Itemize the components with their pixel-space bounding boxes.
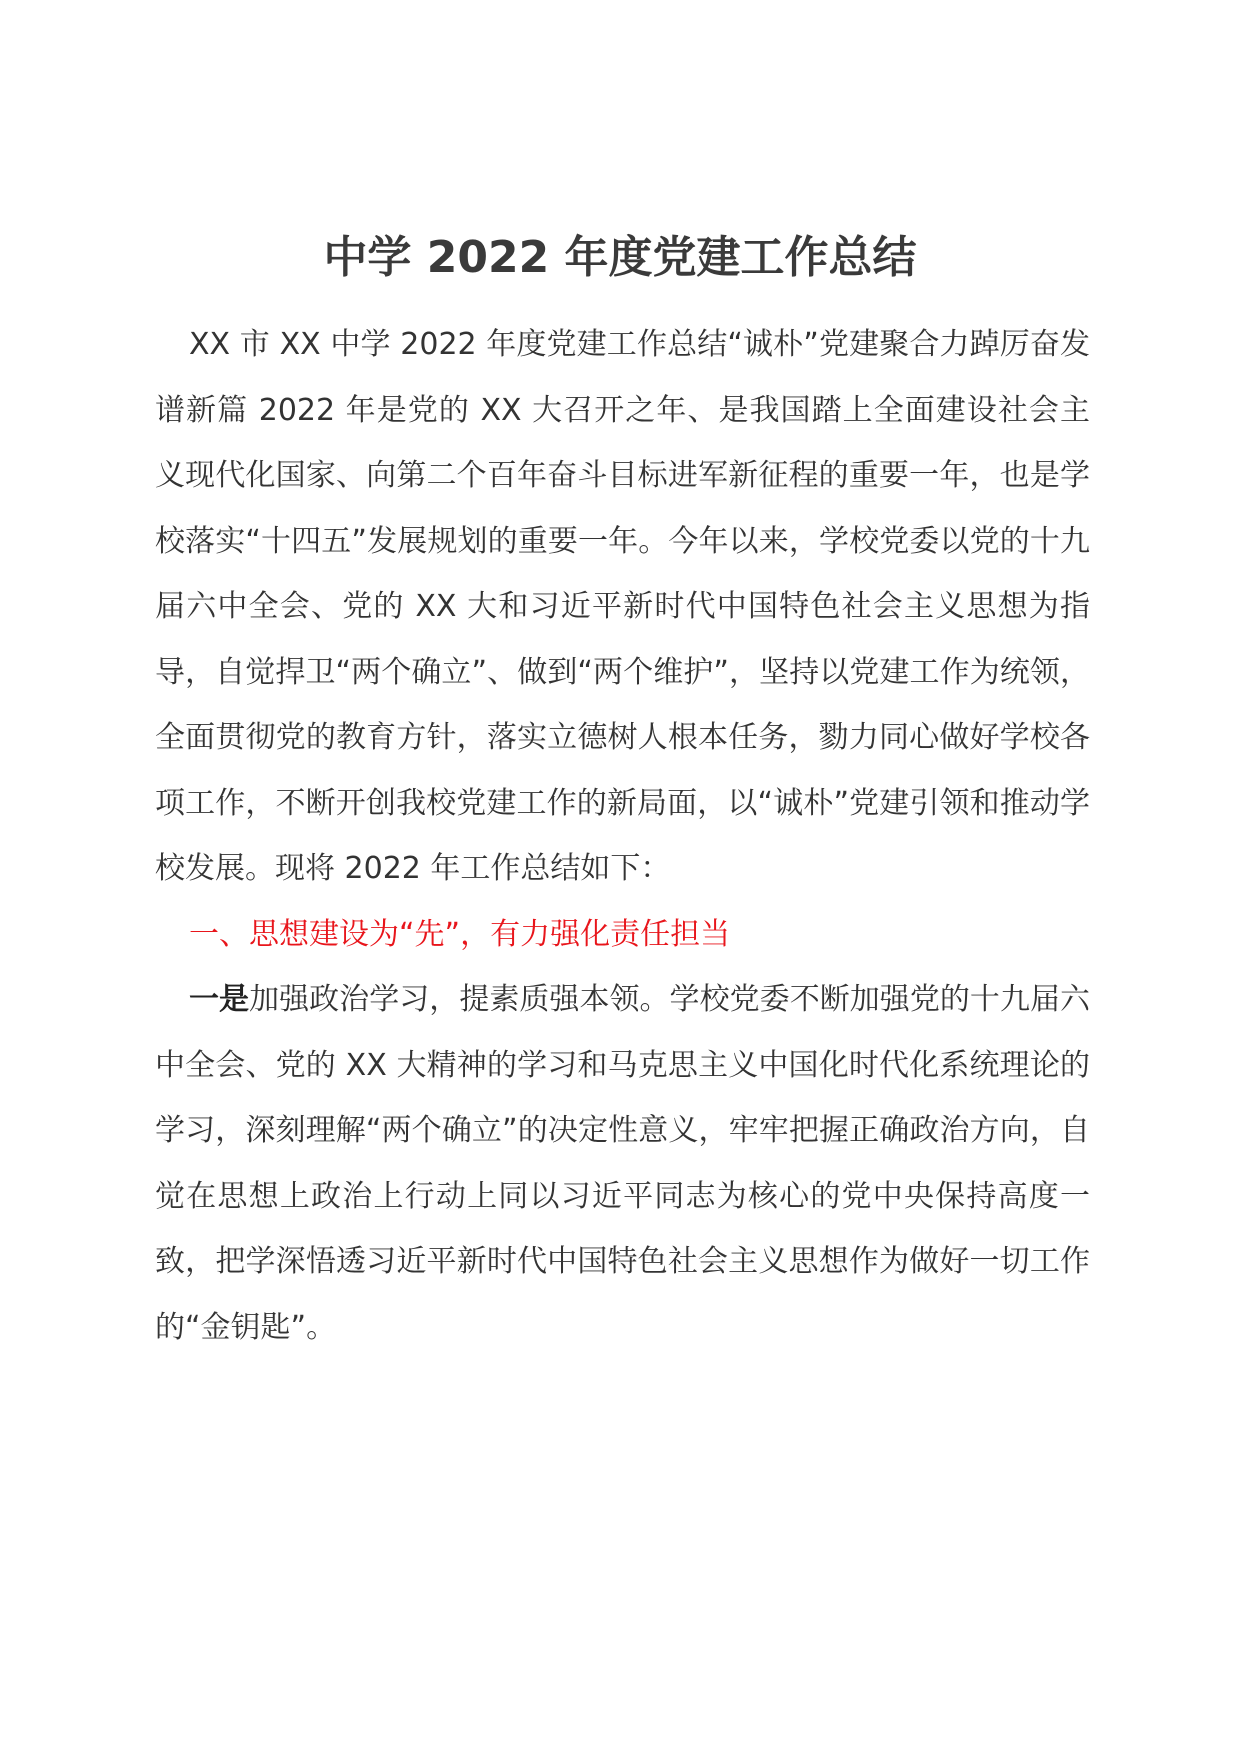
- section-heading: 一、思想建设为“先”，有力强化责任担当: [189, 916, 731, 952]
- intro-paragraph: XX 市 XX 中学 2022 年度党建工作总结“诚朴”党建聚合力踔厉奋发谱新篇 2022 年是党的 XX 大召开之年、是我国踏上全面建设社会主义现代化国家、向第二个百年奋斗目标进军新征程的重要一年，也是学校落实“十四五”发展规划的重要一年。今年以来，学校党委以党的十九届六中全会、党的 XX 大和习近平新时代中国特色社会主义思想为指导，自觉捍卫“两个确立”、做到“两个维护”，坚持以党建工作为统领，全面贯彻党的教育方针，落实立德树人根本任务，勠力同心做好学校各项工作，不断开创我校党建工作的新局面，以“诚朴”党建引领和推动学校发展。现将 2022 年工作总结如下：: [155, 327, 1090, 886]
- point-text: 加强政治学习，提素质强本领。学校党委不断加强党的十九届六中全会、党的 XX 大精神的学习和马克思主义中国化时代化系统理论的学习，深刻理解“两个确立”的决定性意义，牢牢把握正确政治方向，自觉在思想上政治上行动上同以习近平同志为核心的党中央保持高度一致，把学深悟透习近平新时代中国特色社会主义思想作为做好一切工作的“金钥匙”。: [155, 982, 1091, 1345]
- point-paragraph: [155, 967, 1090, 1360]
- document-body: [155, 312, 1090, 1360]
- document-title: 中学 2022 年度党建工作总结: [323, 232, 917, 283]
- point-lead: 一是: [189, 982, 250, 1017]
